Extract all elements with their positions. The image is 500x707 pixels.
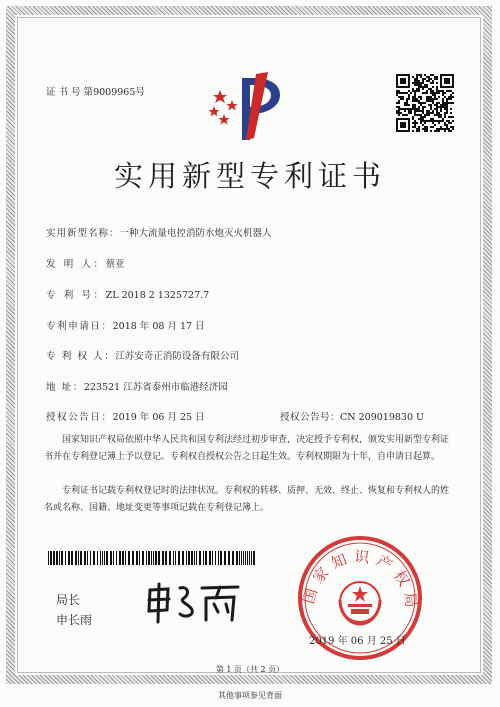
director-name: 申长雨	[56, 613, 93, 627]
field-value: 江苏安奇正消防设备有限公司	[115, 351, 239, 362]
certificate-number-label: 证 书 号 第	[46, 87, 94, 98]
field-label: 实用新型名称：	[46, 228, 120, 239]
field-value: 223521 江苏省泰州市临港经济园	[83, 382, 228, 393]
director-signature-icon	[144, 580, 244, 624]
field-inventor	[46, 252, 125, 271]
field-application-date	[46, 314, 205, 333]
logo-star-3	[219, 114, 230, 125]
field-label: 专 利 权 人：	[46, 351, 116, 362]
field-value: 一种大流量电控消防水炮灭火机器人	[119, 228, 272, 239]
barcode-icon	[48, 551, 258, 565]
qr-code-icon	[396, 74, 454, 132]
page-indicator: 第 1 页（共 2 页）	[215, 665, 285, 674]
seal-text: 国家知识产权局	[299, 547, 421, 615]
field-patent-number	[46, 283, 209, 302]
seal-date: 2019 年 06 月 25 日	[309, 636, 406, 647]
field-value: CN 209019830 U	[340, 412, 425, 423]
field-label: 授权公告日：	[46, 412, 113, 423]
footer-note: 其他事项参见背面	[218, 691, 282, 700]
certificate-paragraph-legal-status: 专利证书记载专利权登记时的法律状况。专利权的转移、质押、无效、终止、恢复和专利权人的姓名或名称、国籍、地址变更等事项记载在专利登记簿上。	[44, 486, 450, 513]
logo-star-2	[209, 106, 220, 117]
logo-star-4	[227, 100, 238, 111]
logo-star-1	[213, 90, 227, 103]
certificate-number-suffix: 号	[135, 87, 145, 98]
field-grant-date	[46, 405, 205, 424]
field-label: 专 利 号：	[46, 290, 106, 301]
seal-emblem-icon	[340, 582, 380, 624]
certificate-title: 实用新型专利证书	[113, 159, 386, 193]
field-announcement-number	[280, 405, 424, 424]
cnipa-logo-icon	[206, 70, 288, 144]
field-value: 2018 年 08 月 17 日	[112, 321, 205, 332]
field-label: 专利申请日：	[46, 321, 113, 332]
field-address	[46, 375, 228, 394]
field-label: 地 址：	[46, 382, 84, 393]
field-utility-model-name	[46, 221, 272, 240]
certificate-number-value: 9009965	[93, 87, 136, 98]
field-value: 2019 年 06 月 25 日	[112, 412, 205, 423]
director-title: 局长	[56, 593, 81, 607]
field-patentee	[46, 344, 239, 363]
field-value: ZL 2018 2 1325727.7	[105, 290, 210, 301]
certificate-paragraph-grant: 国家知识产权局依照中华人民共和国专利法经过初步审查，决定授予专利权，颁发实用新型专利证书并在专利登记簿上予以登记。专利权自授权公告之日起生效。专利权期限为十年，自申请日起算。	[44, 435, 450, 462]
field-value: 蔡亚	[105, 259, 125, 270]
field-label: 发 明 人：	[46, 259, 106, 270]
field-label: 授权公告号：	[280, 412, 341, 423]
certificate-number	[46, 84, 145, 98]
